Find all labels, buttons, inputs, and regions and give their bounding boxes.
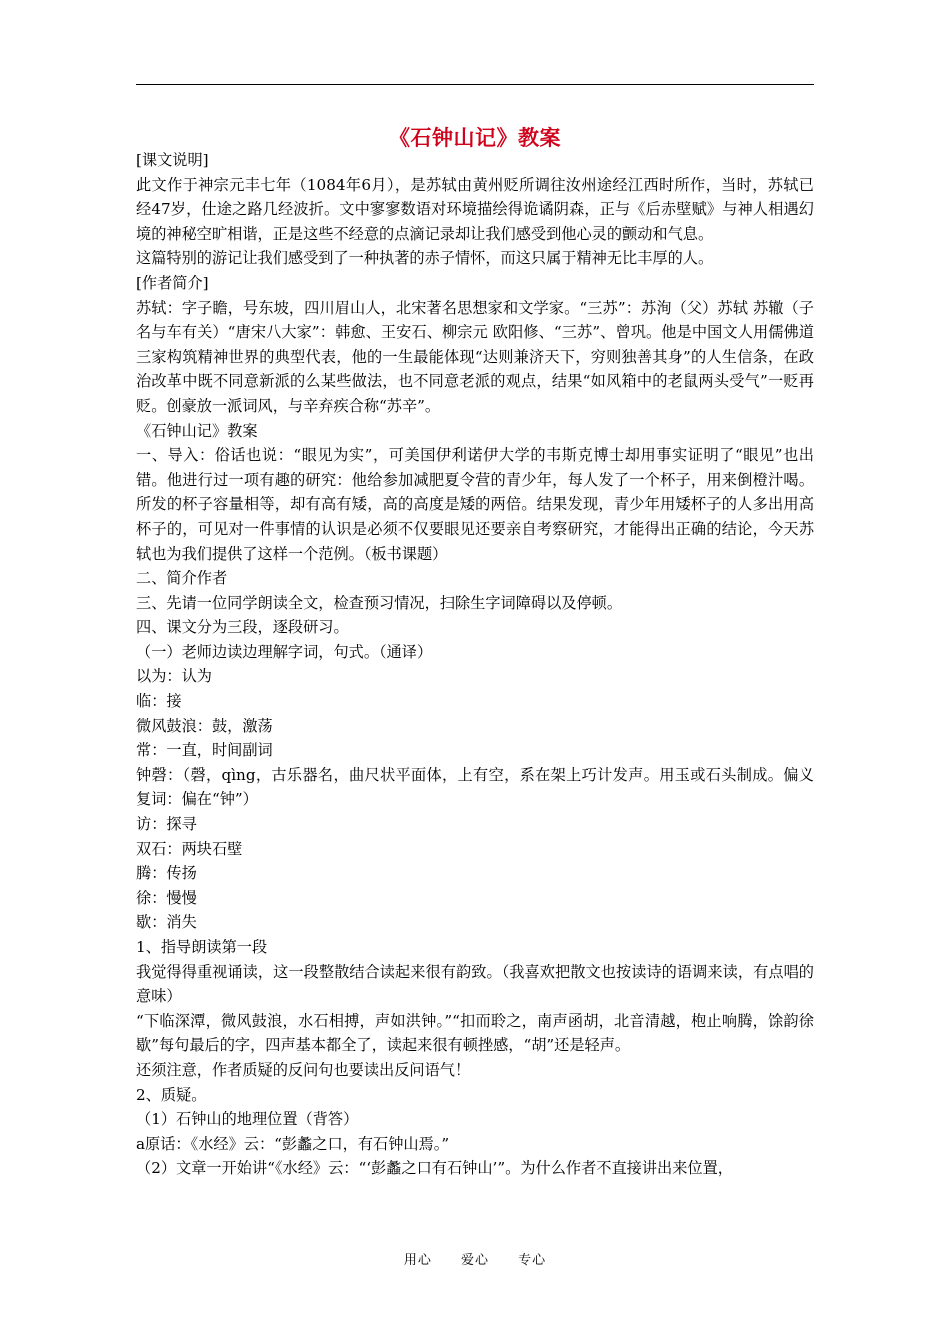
paragraph: “下临深潭，微风鼓浪，水石相搏，声如洪钟。”“扣而聆之，南声函胡，北音清越，枹止响腾，馀韵徐歇”每句最后的字，四声基本都全了，读起来很有顿挫感，“胡”还是轻声。 [136,1011,814,1055]
paragraph: 四、课文分为三段，逐段研习。 [136,618,349,637]
footer-text: 用心 [403,1253,432,1268]
paragraph: 二、简介作者 [136,569,228,588]
section-heading: [作者简介] [136,273,209,292]
paragraph: 《石钟山记》教案 [136,421,258,440]
footer-text: 专心 [518,1253,547,1268]
vocab-item: 访：探寻 [136,815,197,834]
paragraph: 还须注意，作者质疑的反问句也要读出反问语气！ [136,1060,471,1079]
page-title: 《石钟山记》教案 [389,125,561,150]
footer-text: 爱心 [460,1253,489,1268]
paragraph: 我觉得得重视诵读，这一段整散结合读起来很有韵致。（我喜欢把散文也按读诗的语调来读，有点唱的意味） [136,962,814,1006]
vocab-item: 腾：传扬 [136,864,197,883]
paragraph: 此文作于神宗元丰七年（1084年6月），是苏轼由黄州贬所调往汝州途经江西时所作，当时，苏轼已经47岁，仕途之路几经波折。文中寥寥数语对环境描绘得诡谲阴森，正与《后赤壁赋》与神人相遇幻境的神秘空旷相谐，正是这些不经意的点滴记录却让我们感受到他心灵的颤动和气息。 [136,175,814,243]
page-footer [0,1249,950,1268]
vocab-item: 歇：消失 [136,913,197,932]
paragraph: 三、先请一位同学朗读全文，检查预习情况，扫除生字词障碍以及停顿。 [136,593,622,612]
section-heading: [课文说明] [136,151,209,169]
paragraph: 2、质疑。 [136,1085,207,1104]
document-body [136,148,814,1181]
vocab-item: 以为：认为 [136,667,212,686]
vocab-item: 徐：慢慢 [136,888,197,907]
paragraph: 一、导入：俗话也说：“眼见为实”，可美国伊利诺伊大学的韦斯克博士却用事实证明了“眼见”也出错。他进行过一项有趣的研究：他给参加减肥夏令营的青少年，每人发了一个杯子，用来倒橙汁喝。所发的杯子容量相等，却有高有矮，高的高度是矮的两倍。结果发现，青少年用矮杯子的人多出用高杯子的，可见对一件事情的认识是必须不仅要眼见还要亲自考察研究，才能得出正确的结论，今天苏轼也为我们提供了这样一个范例。（板书课题） [136,446,814,563]
vocab-item: 常：一直，时间副词 [136,741,273,760]
vocab-item: 临：接 [136,692,182,711]
header-rule [136,84,814,85]
paragraph: 苏轼：字子瞻，号东坡，四川眉山人，北宋著名思想家和文学家。“三苏”：苏洵（父）苏轼 苏辙（子名与车有关）“唐宋八大家”：韩愈、王安石、柳宗元 欧阳修、“三苏”、曾巩。他是中国文人用儒佛道三家构筑精神世界的典型代表，他的一生最能体现“达则兼济天下，穷则独善其身”的人生信条，在政治改革中既不同意新派的么某些做法，也不同意老派的观点，结果“如风箱中的老鼠两头受气”一贬再贬。创豪放一派词风，与辛弃疾合称“苏辛”。 [136,298,814,415]
vocab-item: 微风鼓浪：鼓，激荡 [136,716,273,735]
paragraph: 1、指导朗读第一段 [136,938,268,956]
paragraph: 这篇特别的游记让我们感受到了一种执著的赤子情怀，而这只属于精神无比丰厚的人。 [136,249,714,268]
paragraph: a原话：《水经》云：“彭蠡之口，有石钟山焉。” [136,1134,450,1153]
paragraph: （一）老师边读边理解字词，句式。（通译） [136,642,433,661]
paragraph: （2）文章一开始讲“《水经》云：“‘彭蠡之口有石钟山’”。为什么作者不直接讲出来位置， [136,1159,733,1178]
vocab-item: 钟磬：（磬，qìng，古乐器名，曲尺状平面体，上有空，系在架上巧计发声。用玉或石头制成。偏义复词：偏在“钟”） [136,765,814,809]
vocab-item: 双石：两块石壁 [136,839,243,858]
paragraph: （1）石钟山的地理位置（背答） [136,1110,359,1129]
